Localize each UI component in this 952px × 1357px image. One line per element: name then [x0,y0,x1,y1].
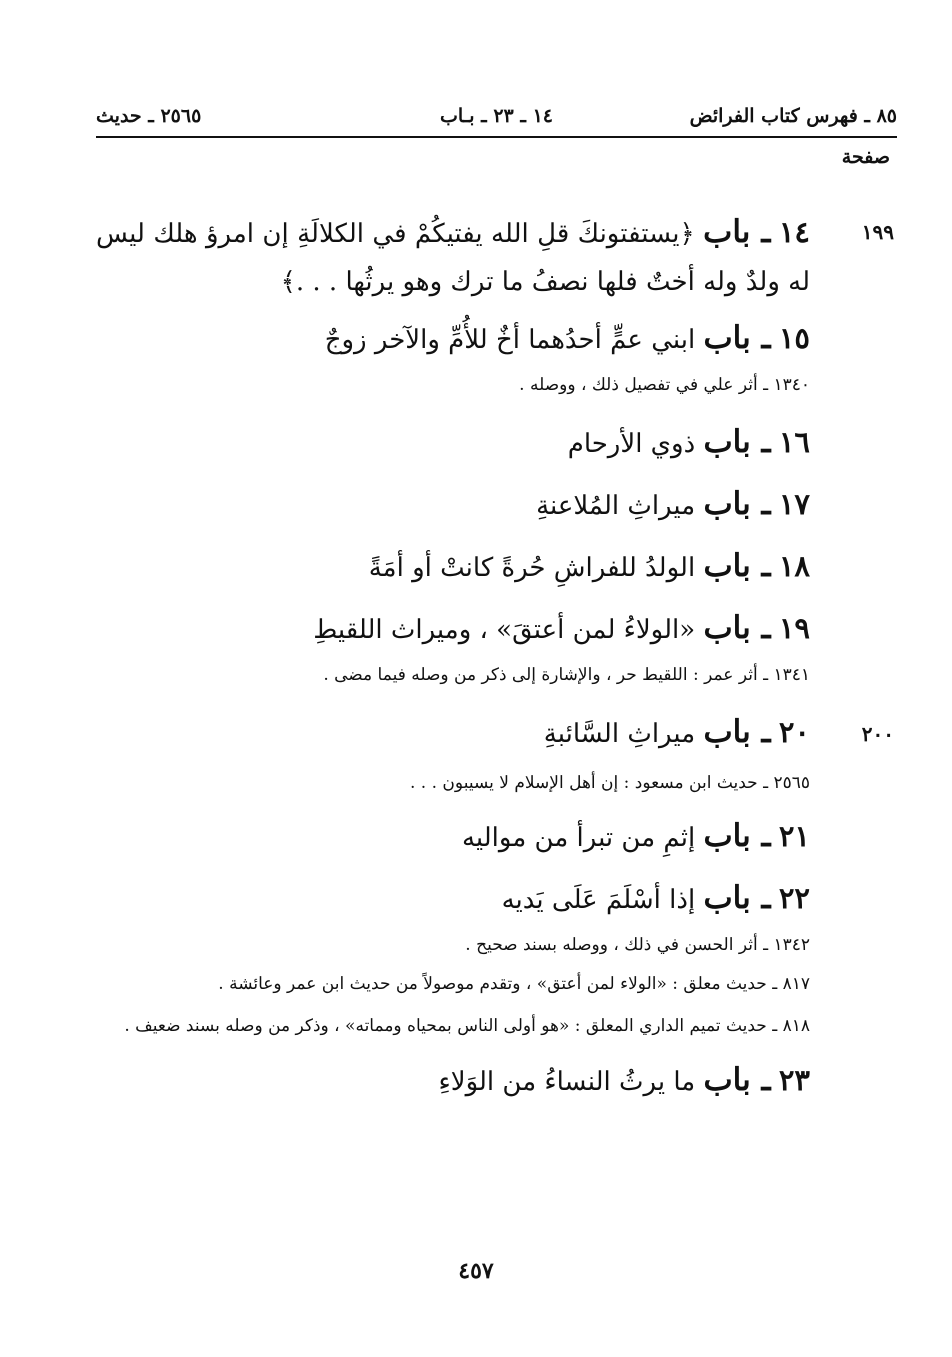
bab-word: ـ باب [703,320,771,356]
bab-word: ـ باب [703,486,771,522]
bab-number: ١٦ [778,425,810,459]
bab-entry [96,600,810,658]
bab-number: ١٥ [778,321,810,355]
athar-note: ١٣٤١ ـ أثر عمر : اللقيط حر ، والإشارة إلى ذكر من وصله فيما مضى . [323,665,810,685]
bab-title: ميراثِ السَّائبةِ [543,719,696,749]
bab-title: إثمِ من تبرأ من مواليه [461,823,696,853]
bab-title: ميراثِ المُلاعنةِ [536,491,696,521]
page-number: ٤٥٧ [458,1258,494,1284]
bab-word: ـ باب [703,610,771,646]
bab-title: ذوي الأرحام [567,429,696,459]
bab-entry [96,870,810,928]
page-ref: ١٩٩ [861,220,894,244]
muallaq-note: ٨١٨ ـ حديث تميم الداري المعلق : «هو أولى الناس بمحياه ومماته» ، وذكر من وصله بسند ضعيف . [124,1016,810,1036]
page-ref: ٢٠٠ [861,722,894,746]
bab-number: ١٨ [778,549,810,583]
bab-title: ﴿يستفتونكَ قلِ الله يفتيكُمْ في الكلالَةِ إن امرؤ هلك ليس له ولدٌ وله أختٌ فلها نصفُ ما ترك وهو يرثُها . . .﴾ [96,219,810,297]
bab-title: «الولاءُ لمن أعتقَ» ، وميراث اللقيطِ [313,615,696,645]
bab-number: ١٧ [778,487,810,521]
bab-title: إذا أسْلَمَ عَلَى يَديه [501,885,696,915]
athar-note: ١٣٤٠ ـ أثر علي في تفصيل ذلك ، ووصله . [519,375,810,395]
bab-number: ٢٢ [778,881,810,915]
bab-entry [96,476,810,534]
bab-number: ١٤ [778,215,810,249]
header-chapter-title: ٨٥ ـ فهرس كتاب الفرائض [689,105,897,127]
bab-word: ـ باب [703,424,771,460]
athar-note: ١٣٤٢ ـ أثر الحسن في ذلك ، ووصله بسند صحيح . [465,935,810,955]
running-header [96,100,897,132]
bab-entry [96,704,894,762]
header-divider [96,136,897,138]
index-content [96,208,894,1110]
bab-word: ـ باب [703,880,771,916]
bab-entry [96,808,810,866]
bab-title: ما يرثُ النساءُ من الوَلاءِ [438,1067,696,1097]
bab-number: ٢٠ [778,715,810,749]
bab-number: ٢٣ [778,1063,810,1097]
bab-title: الولدُ للفراشِ حُرةً كانتْ أو أمَةً [368,553,696,583]
bab-entry [96,310,810,368]
bab-number: ١٩ [778,611,810,645]
bab-word: ـ باب [703,1062,771,1098]
header-hadith-range: ٢٥٦٥ ـ حديث [96,105,202,127]
bab-word: ـ باب [703,818,771,854]
bab-entry [96,1052,810,1110]
bab-entry [96,538,810,596]
bab-word: ـ باب [703,714,771,750]
muallaq-note: ٨١٧ ـ حديث معلق : «الولاء لمن أعتق» ، وتقدم موصولاً من حديث ابن عمر وعائشة . [218,974,810,994]
page-column-label: صفحة [841,146,890,168]
bab-entry [96,208,894,306]
hadith-note: ٢٥٦٥ ـ حديث ابن مسعود : إن أهل الإسلام لا يسيبون . . . [410,773,810,793]
header-bab-range: ١٤ ـ ٢٣ ـ بـاب [440,105,553,127]
bab-entry [96,414,810,472]
bab-title: ابني عمٍّ أحدُهما أخٌ للأُمِّ والآخر زوجٌ [324,325,696,355]
bab-word: ـ باب [703,548,771,584]
bab-number: ٢١ [778,819,810,853]
bab-word: ـ باب [703,214,771,250]
